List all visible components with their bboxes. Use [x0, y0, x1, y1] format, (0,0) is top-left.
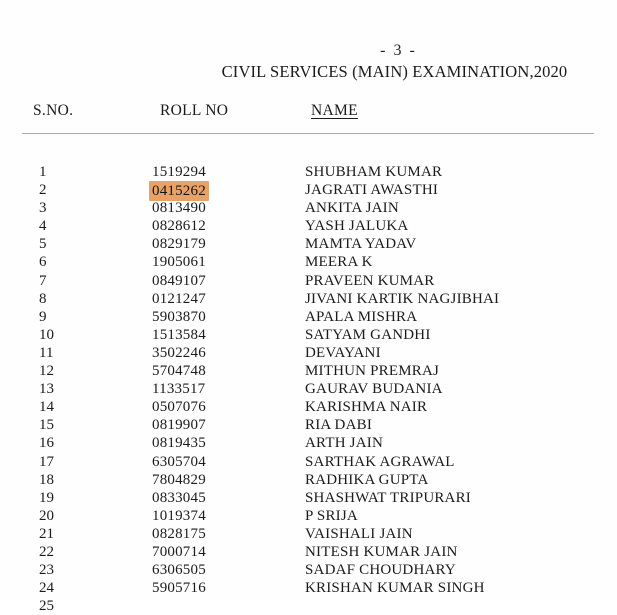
cell-roll-no: 0819435 — [152, 435, 206, 452]
cell-roll-no: 0828175 — [152, 525, 206, 542]
table-row — [0, 344, 617, 362]
cell-roll-no: 0819907 — [152, 417, 206, 434]
cell-sno: 24 — [39, 580, 54, 597]
cell-sno: 14 — [39, 399, 54, 416]
cell-sno: 7 — [39, 272, 47, 289]
cell-sno: 8 — [39, 290, 47, 307]
table-row — [0, 290, 617, 308]
cell-name: MEERA K — [305, 254, 373, 271]
cell-sno: 11 — [39, 344, 54, 361]
cell-sno: 23 — [39, 562, 54, 579]
table-row — [0, 181, 617, 199]
cell-roll-no-highlighted: 0415262 — [149, 181, 209, 201]
cell-name: RIA DABI — [305, 417, 373, 434]
cell-sno: 4 — [39, 218, 47, 235]
cell-sno: 12 — [39, 363, 54, 380]
table-row — [0, 561, 617, 579]
cell-name: MITHUN PREMRAJ — [305, 363, 440, 380]
column-header-sno: S.NO. — [33, 102, 74, 119]
table-body — [0, 163, 617, 615]
cell-name: JIVANI KARTIK NAGJIBHAI — [305, 290, 500, 307]
table-column-headers — [0, 102, 617, 124]
table-row — [0, 434, 617, 452]
cell-name: MAMTA YADAV — [305, 236, 417, 253]
cell-sno: 20 — [39, 507, 54, 524]
cell-roll-no: 0121247 — [152, 290, 206, 307]
cell-name: ARTH JAIN — [305, 435, 383, 452]
cell-name: PRAVEEN KUMAR — [305, 272, 435, 289]
table-row — [0, 326, 617, 344]
table-row — [0, 199, 617, 217]
table-row — [0, 308, 617, 326]
table-row — [0, 507, 617, 525]
cell-name: VAISHALI JAIN — [305, 525, 413, 542]
cell-roll-no: 0833045 — [152, 489, 206, 506]
cell-name: SATYAM GANDHI — [305, 326, 431, 343]
cell-sno: 2 — [39, 182, 47, 199]
table-row — [0, 416, 617, 434]
cell-roll-no: 3502246 — [152, 344, 206, 361]
cell-sno: 10 — [39, 326, 54, 343]
cell-name: RADHIKA GUPTA — [305, 471, 429, 488]
cell-roll-no: 5704748 — [152, 363, 206, 380]
table-row — [0, 525, 617, 543]
cell-name: KARISHMA NAIR — [305, 399, 428, 416]
table-row — [0, 398, 617, 416]
cell-name: DEVAYANI — [305, 344, 381, 361]
cell-name: YASH JALUKA — [305, 218, 409, 235]
table-row — [0, 163, 617, 181]
cell-name: SADAF CHOUDHARY — [305, 562, 456, 579]
table-row — [0, 380, 617, 398]
cell-roll-no: 0507076 — [152, 399, 206, 416]
cell-roll-no: 1513584 — [152, 326, 206, 343]
cell-sno: 1 — [39, 164, 47, 180]
document-title — [0, 62, 617, 82]
table-row — [0, 253, 617, 271]
cell-roll-no: 1133517 — [152, 381, 206, 398]
header-divider-rule — [22, 133, 594, 134]
cell-roll-no: 1019374 — [152, 507, 206, 524]
cell-roll-no: 6305704 — [152, 453, 206, 470]
page-number — [0, 42, 617, 60]
cell-sno: 5 — [39, 236, 47, 253]
cell-sno: 9 — [39, 308, 47, 325]
cell-sno: 25 — [39, 598, 54, 615]
cell-name: SHUBHAM KUMAR — [305, 164, 443, 180]
column-header-roll-no: ROLL NO — [160, 102, 229, 119]
cell-sno: 21 — [39, 525, 54, 542]
cell-sno: 15 — [39, 417, 54, 434]
cell-roll-no: 1519294 — [152, 164, 206, 180]
cell-name: ANKITA JAIN — [305, 200, 399, 217]
cell-roll-no: 1905061 — [152, 254, 206, 271]
column-header-name: NAME — [311, 102, 358, 119]
cell-name: NITESH KUMAR JAIN — [305, 543, 458, 560]
cell-roll-no: 6306505 — [152, 562, 206, 579]
cell-name: SHASHWAT TRIPURARI — [305, 489, 471, 506]
page-number-text: - 3 - — [380, 42, 417, 59]
cell-sno: 22 — [39, 543, 54, 560]
cell-roll-no: 5903870 — [152, 308, 206, 325]
cell-sno: 18 — [39, 471, 54, 488]
table-row — [0, 235, 617, 253]
table-row — [0, 362, 617, 380]
cell-sno: 13 — [39, 381, 54, 398]
cell-sno: 17 — [39, 453, 54, 470]
cell-name: APALA MISHRA — [305, 308, 418, 325]
cell-name: JAGRATI AWASTHI — [305, 182, 439, 199]
cell-sno: 6 — [39, 254, 47, 271]
document-title-text: CIVIL SERVICES (MAIN) EXAMINATION,2020 — [221, 62, 568, 81]
table-row — [0, 489, 617, 507]
cell-sno: 3 — [39, 200, 47, 217]
cell-roll-no: 0813490 — [152, 200, 206, 217]
cell-roll-no: 0849107 — [152, 272, 206, 289]
cell-roll-no: 0829179 — [152, 236, 206, 253]
cell-name: GAURAV BUDANIA — [305, 381, 443, 398]
cell-roll-no: 7000714 — [152, 543, 206, 560]
cell-roll-no: 5905716 — [152, 580, 206, 597]
table-row — [0, 471, 617, 489]
cell-roll-no: 7804829 — [152, 471, 206, 488]
cell-sno: 16 — [39, 435, 54, 452]
table-row — [0, 217, 617, 235]
table-row — [0, 453, 617, 471]
cell-name: P SRIJA — [305, 507, 358, 524]
table-row — [0, 543, 617, 561]
table-row — [0, 272, 617, 290]
cell-name: SARTHAK AGRAWAL — [305, 453, 455, 470]
table-row — [0, 597, 617, 615]
table-row — [0, 579, 617, 597]
cell-name: KRISHAN KUMAR SINGH — [305, 580, 485, 597]
cell-roll-no: 0828612 — [152, 218, 206, 235]
cell-sno: 19 — [39, 489, 54, 506]
